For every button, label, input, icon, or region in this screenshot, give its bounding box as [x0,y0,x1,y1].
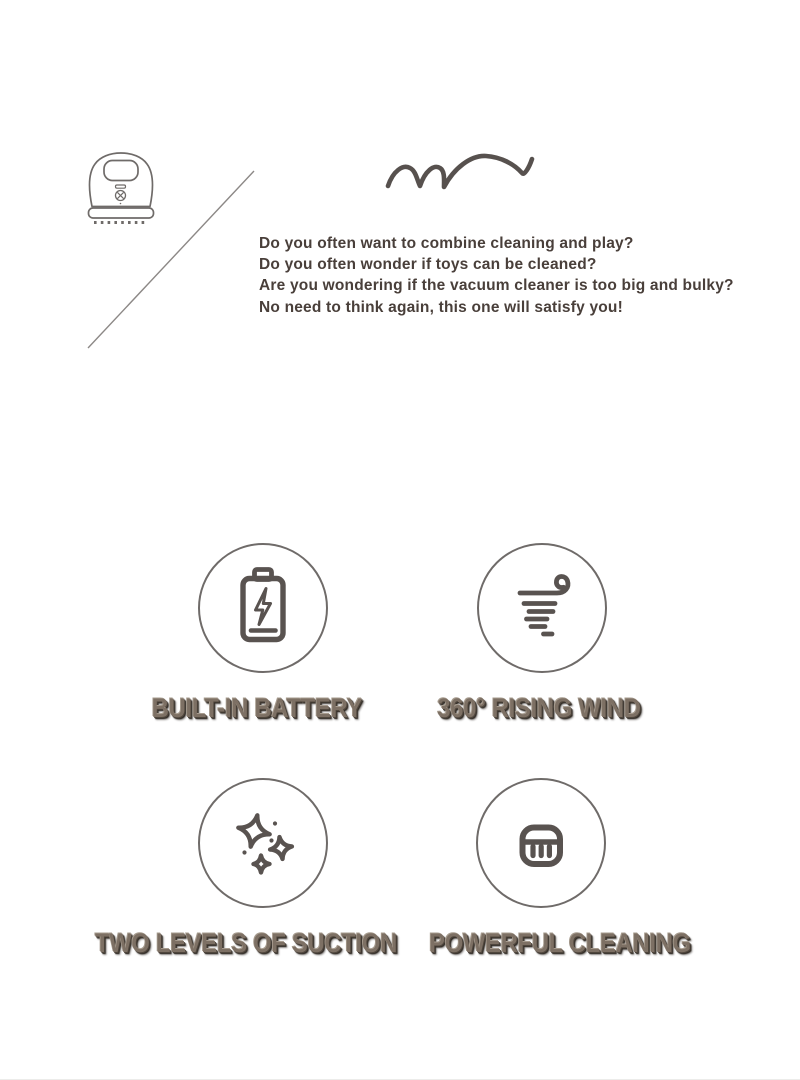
intro-text [259,233,734,318]
intro-line-4: No need to think again, this one will satisfy you! [259,298,623,316]
diagonal-line [78,163,263,353]
sparkles-icon [215,795,311,891]
intro-line-1: Do you often want to combine cleaning and play? [259,235,634,252]
feature-label-cleaning: POWERFUL CLEANING [429,928,691,958]
intro-line-2: Do you often wonder if toys can be cleaned? [259,256,597,274]
feature-circle-suction [198,778,328,908]
feature-circle-cleaning [476,778,606,908]
feature-label-battery: BUILT-IN BATTERY [151,693,363,723]
swoosh-icon [372,146,540,204]
brush-icon [493,795,589,891]
feature-label-suction: TWO LEVELS OF SUCTION [94,928,398,958]
feature-label-wind: 360° RISING WIND [437,693,641,723]
wind-icon [494,560,590,656]
feature-circle-battery [198,543,328,673]
battery-icon [217,562,309,654]
feature-circle-wind [477,543,607,673]
intro-line-3: Are you wondering if the vacuum cleaner is too big and bulky? [259,277,734,295]
